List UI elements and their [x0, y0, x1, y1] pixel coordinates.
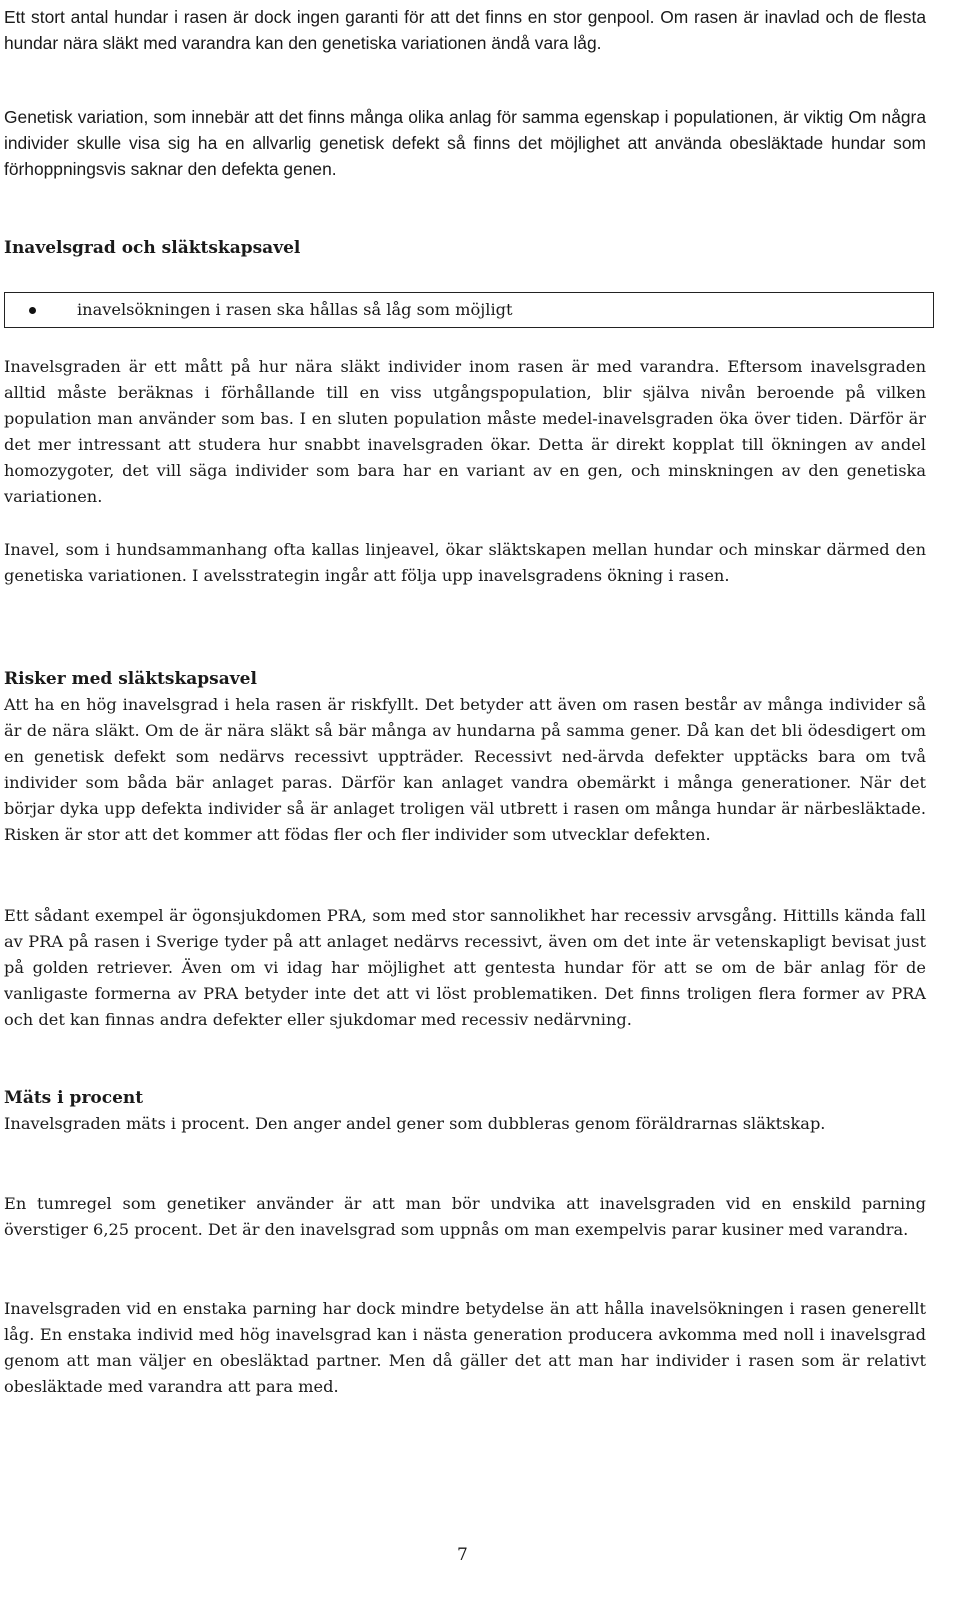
paragraph-risker: Att ha en hög inavelsgrad i hela rasen är riskfyllt. Det betyder att även om rasen består av många individer så är de nära släkt. Om de är nära släkt så bär många av hundarna på samma gener. Då kan det bli ödesdigert om en genetisk defekt som nedärvs recessivt uppträder. Recessivt ned-ärvda defekter upptäcks bara om två individer som båda bär anlaget paras. Därför kan anlaget vandra obemärkt i många generationer. När det börjar dyka upp defekta individer så är anlaget troligen väl utbrett i rasen om många hundar är närbesläktade. Risken är stor att det kommer att födas fler och fler individer som utvecklar defekten. — [4, 695, 926, 844]
paragraph-tumregel: En tumregel som genetiker använder är att man bör undvika att inavelsgraden vid en enskild parning överstiger 6,25 procent. Det är den inavelsgrad som uppnås om man exempelvis parar kusiner med varandra. — [4, 1194, 926, 1239]
paragraph-genetic-variation: Genetisk variation, som innebär att det finns många olika anlag för samma egenskap i populationen, är viktig Om några individer skulle visa sig ha en allvarlig genetisk defekt så finns det möjlighet att använda obesläktade hundar som förhoppningsvis saknar den defekta genen. — [4, 107, 926, 179]
heading-inavelsgrad: Inavelsgrad och släktskapsavel — [4, 238, 301, 258]
paragraph-mats: Inavelsgraden mäts i procent. Den anger andel gener som dubbleras genom föräldrarnas släktskap. — [4, 1114, 826, 1133]
heading-risker: Risker med släktskapsavel — [4, 669, 257, 689]
heading-mats-i-procent: Mäts i procent — [4, 1088, 144, 1108]
paragraph-pra: Ett sådant exempel är ögonsjukdomen PRA, som med stor sannolikhet har recessiv arvsgång. Hittills kända fall av PRA på rasen i Sverige tyder på att anlaget nedärvs recessivt, även om det inte är vetenskapligt bevisat just på golden retriever. Även om vi idag har möjlighet att gentesta hundar för att se om de bär anlag för de vanligaste formerna av PRA betyder inte det att vi löst problematiken. Det finns troligen flera former av PRA och det kan finnas andra defekter eller sjukdomar med recessiv nedärvning. — [4, 906, 926, 1029]
bullet-box — [4, 292, 934, 328]
page-number: 7 — [457, 1545, 468, 1565]
bullet-dot-icon — [29, 307, 36, 314]
paragraph-genpool: Ett stort antal hundar i rasen är dock ingen garanti för att det finns en stor genpool. Om rasen är inavlad och de flesta hundar nära släkt med varandra kan den genetiska variationen ändå vara låg. — [4, 7, 926, 53]
paragraph-linjeavel: Inavel, som i hundsammanhang ofta kallas linjeavel, ökar släktskapen mellan hundar och minskar därmed den genetiska variationen. I avelsstrategin ingår att följa upp inavelsgradens ökning i rasen. — [4, 540, 926, 585]
bullet-text: inavelsökningen i rasen ska hållas så låg som möjligt — [77, 300, 513, 319]
paragraph-enstaka-parning: Inavelsgraden vid en enstaka parning har dock mindre betydelse än att hålla inavelsökningen i rasen generellt låg. En enstaka individ med hög inavelsgrad kan i nästa generation producera avkomma med noll i inavelsgrad genom att man väljer en obesläktad partner. Men då gäller det att man har individer i rasen som är relativt obesläktade med varandra att para med. — [4, 1299, 926, 1396]
paragraph-inavelsgrad-definition: Inavelsgraden är ett mått på hur nära släkt individer inom rasen är med varandra. Eftersom inavelsgraden alltid måste beräknas i förhållande till en viss utgångspopulation, blir själva nivån beroende på vilken population man använder som bas. I en sluten population måste medel-inavelsgraden öka över tiden. Därför är det mer intressant att studera hur snabbt inavelsgraden ökar. Detta är direkt kopplat till ökningen av andel homozygoter, det vill säga individer som bara har en variant av en gen, och minskningen av den genetiska variationen. — [4, 357, 926, 506]
